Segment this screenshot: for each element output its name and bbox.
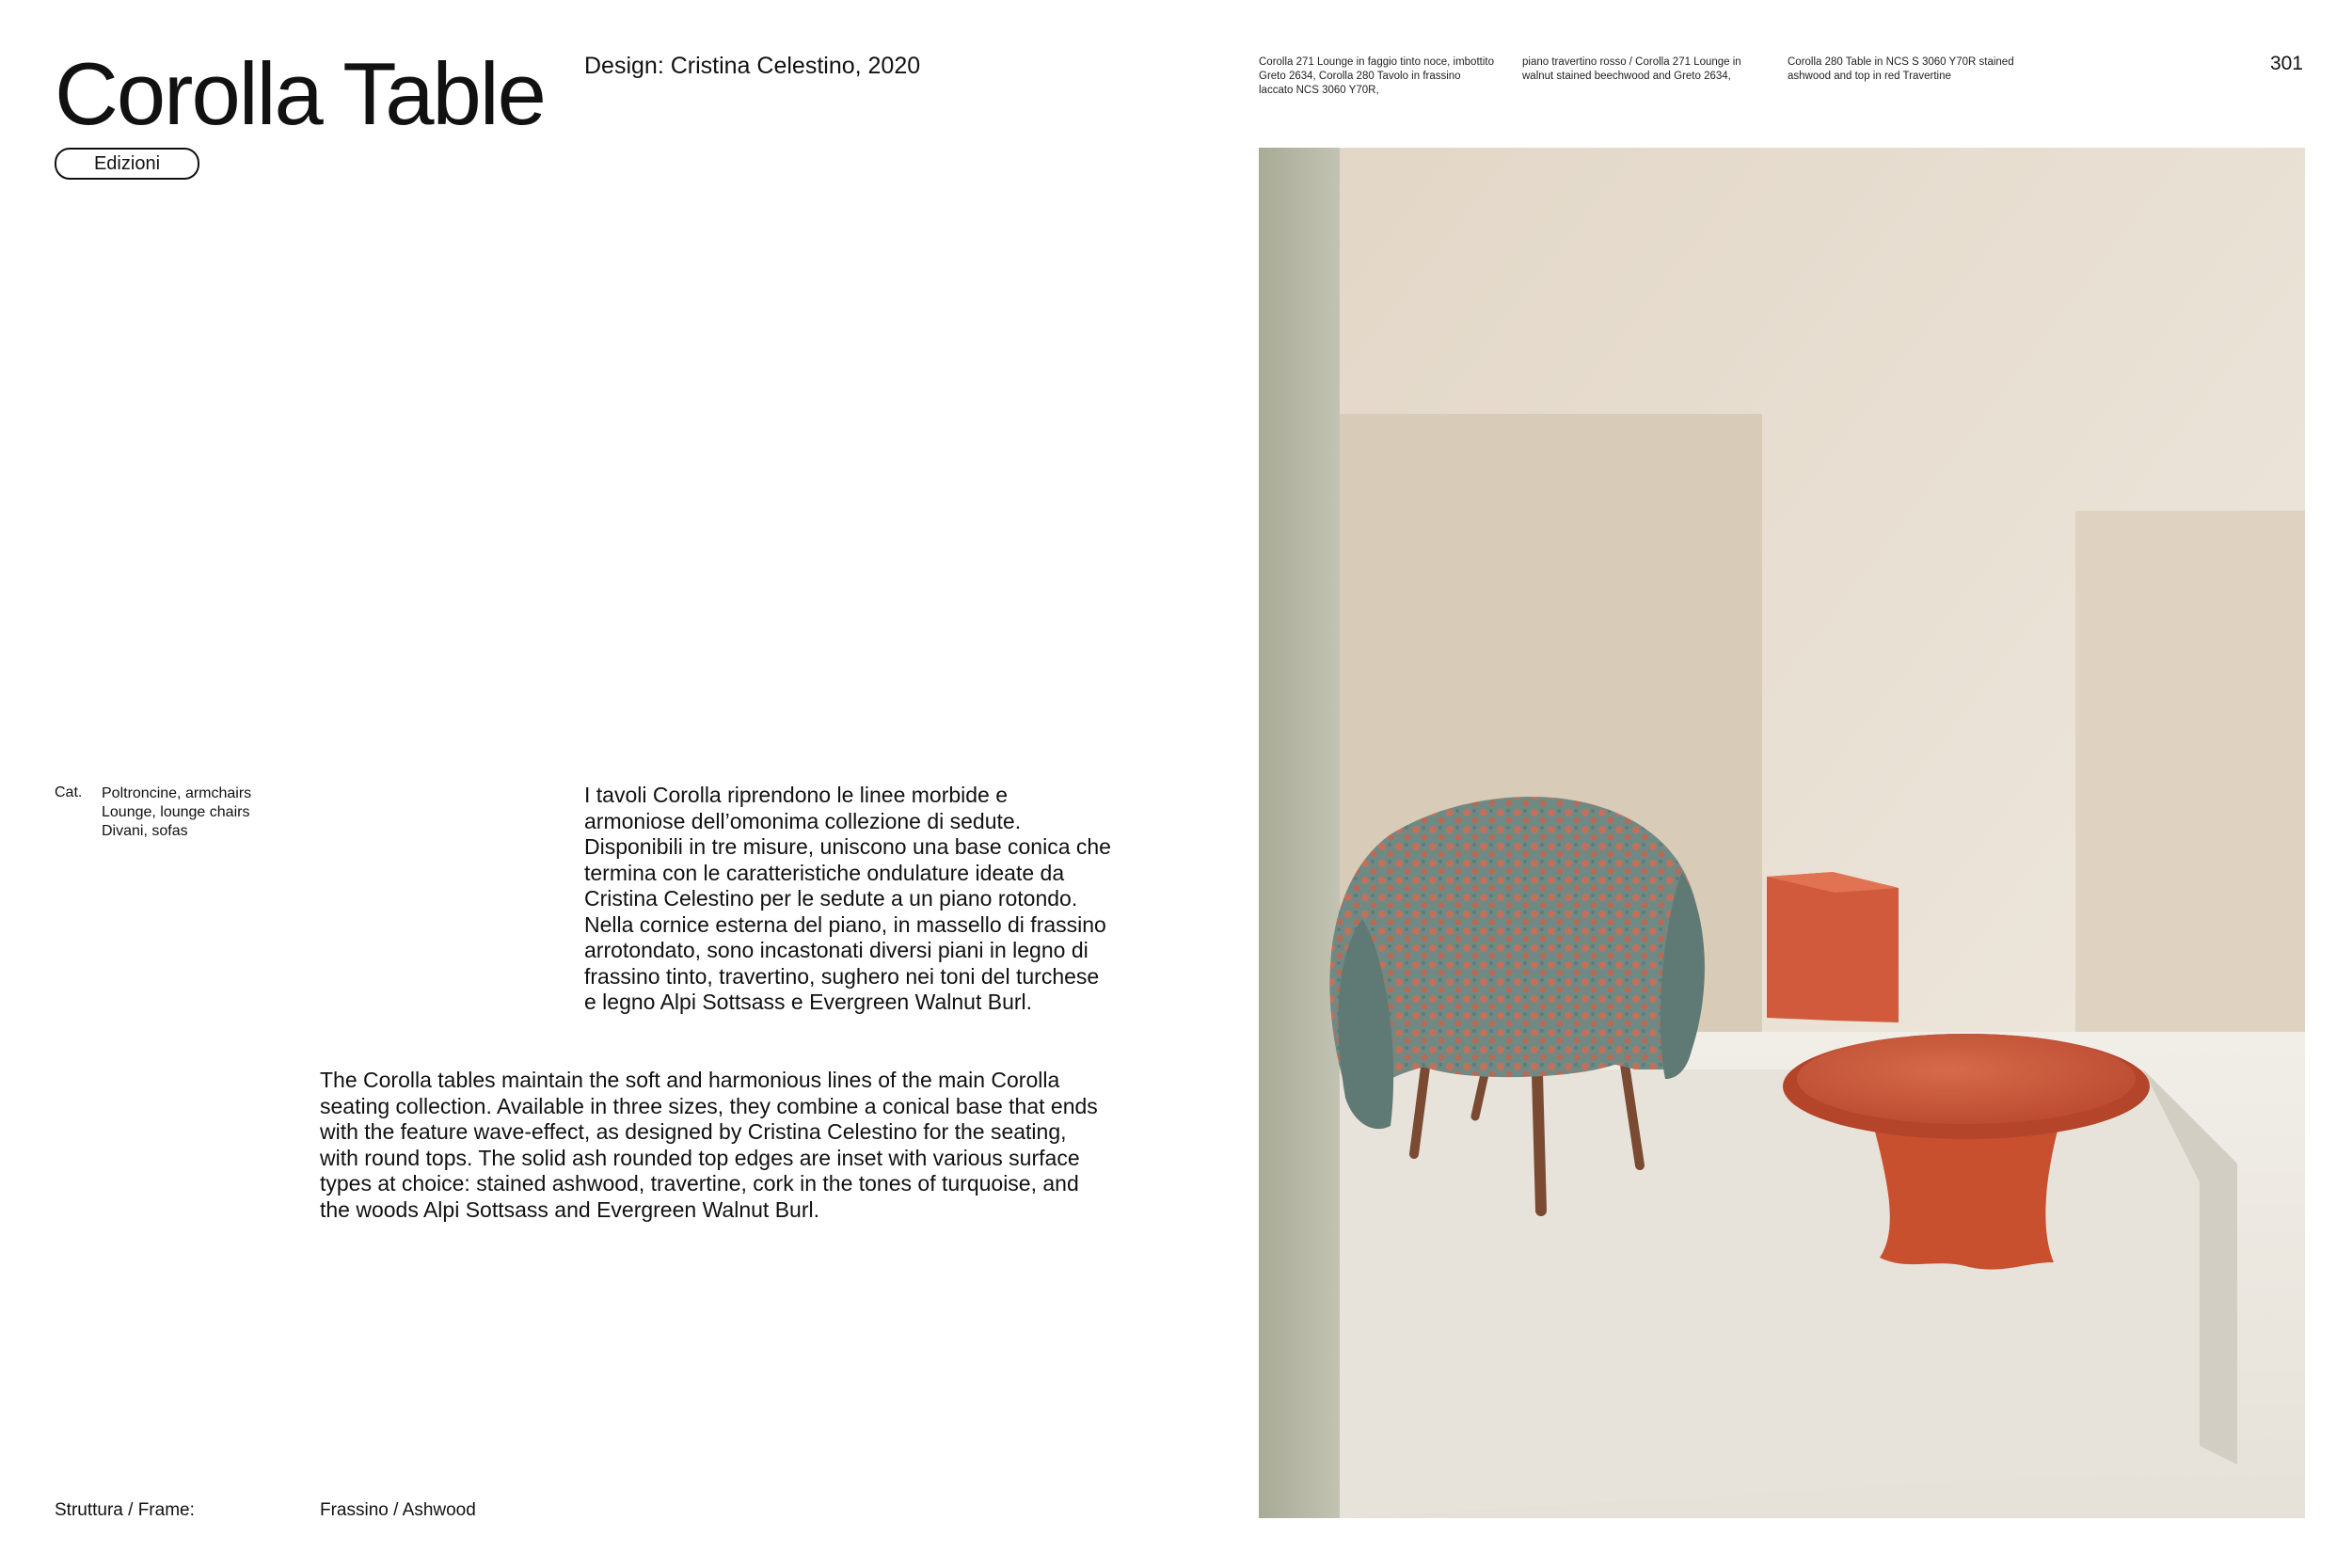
plinth-top — [1339, 1069, 2237, 1518]
category-item: Lounge, lounge chairs — [102, 804, 250, 820]
page-number: 301 — [2269, 53, 2303, 74]
category-label: Cat. — [55, 784, 83, 800]
design-credit: Design: Cristina Celestino, 2020 — [584, 53, 921, 79]
photo-caption: Corolla 271 Lounge in faggio tinto noce, imbottito Greto 2634, Corolla 280 Tavolo in frassino laccato NCS 3060 Y70R, — [1259, 56, 1494, 96]
frame-spec-value: Frassino / Ashwood — [320, 1500, 476, 1520]
category-item: Divani, sofas — [102, 823, 188, 839]
stone-column — [1259, 148, 1340, 1518]
edizioni-badge: Edizioni — [55, 148, 199, 180]
category-item: Poltroncine, armchairs — [102, 785, 252, 801]
photo-caption: piano travertino rosso / Corolla 271 Lounge in walnut stained beechwood and Greto 2634, — [1522, 56, 1741, 82]
photo-caption: Corolla 280 Table in NCS S 3060 Y70R stained ashwood and top in red Travertine — [1788, 56, 2014, 82]
page-title: Corolla Table — [55, 44, 545, 143]
description-italian: I tavoli Corolla riprendono le linee morbide e armoniose dell’omonima collezione di sedute. Disponibili in tre misure, uniscono una base conica che termina con le caratteristiche ondulature ideate da Cristina Celestino per le sedute a un piano rotondo. Nella cornice esterna del piano, in massello di frassino arrotondato, sono incastonati diversi piani in legno di frassino tinto, travertino, sughero nei toni del turchese e legno Alpi Sottsass e Evergreen Walnut Burl. — [584, 783, 1111, 1014]
frame-spec-label: Struttura / Frame: — [55, 1500, 195, 1520]
description-english: The Corolla tables maintain the soft and harmonious lines of the main Corolla seating collection. Available in three sizes, they combine a conical base that ends with the feature wave-effect, as designed by Cristina Celestino for the seating, with round tops. The solid ash rounded top edges are inset with various surface types at choice: stained ashwood, travertine, cork in the tones of turquoise, and the woods Alpi Sottsass and Evergreen Walnut Burl. — [320, 1068, 1098, 1222]
product-photo-illustration — [1259, 148, 2305, 1518]
product-photo — [1259, 148, 2305, 1518]
category-list — [102, 784, 251, 841]
red-cube — [1767, 872, 1899, 1022]
